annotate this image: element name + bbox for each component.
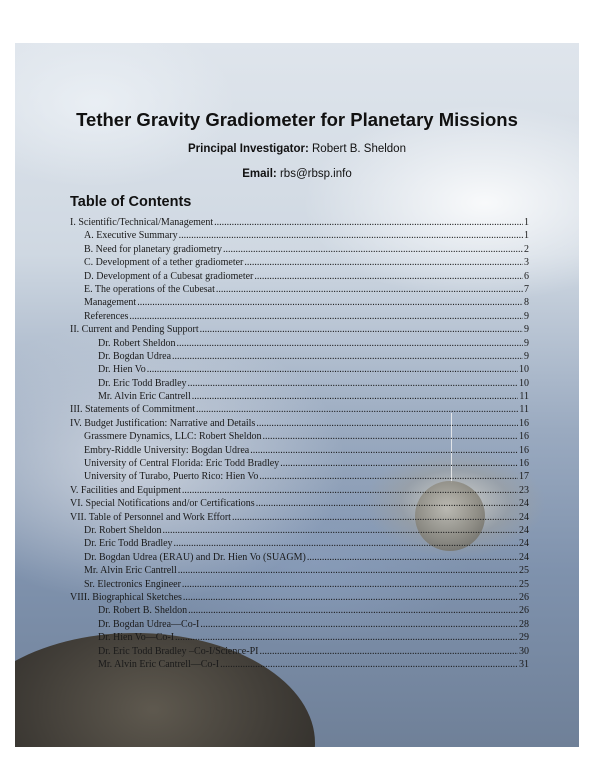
toc-entry-title: Grassmere Dynamics, LLC: Robert Sheldon <box>84 431 262 443</box>
principal-investigator-value: Robert B. Sheldon <box>312 143 406 155</box>
toc-leader-dots <box>174 537 518 550</box>
toc-leader-dots <box>259 470 518 483</box>
toc-entry[interactable] <box>70 390 529 403</box>
document-page <box>15 43 579 747</box>
toc-entry-page: 16 <box>519 458 529 470</box>
toc-entry[interactable] <box>70 484 529 497</box>
principal-investigator-line <box>15 143 579 155</box>
toc-entry-page: 23 <box>519 484 529 496</box>
toc-entry[interactable] <box>70 296 529 309</box>
toc-entry[interactable] <box>70 578 529 591</box>
toc-entry[interactable] <box>70 430 529 443</box>
toc-entry-title: Embry-Riddle University: Bogdan Udrea <box>84 444 250 456</box>
toc-entry[interactable] <box>70 457 529 470</box>
toc-entry-title: V. Facilities and Equipment <box>70 484 181 496</box>
toc-entry[interactable] <box>70 229 529 242</box>
toc-entry-title: VIII. Biographical Sketches <box>70 591 182 603</box>
toc-entry-title: Management <box>84 297 137 309</box>
toc-leader-dots <box>262 430 518 443</box>
toc-entry[interactable] <box>70 310 529 323</box>
toc-entry[interactable] <box>70 283 529 296</box>
toc-entry-title: IV. Budget Justification: Narrative and Details <box>70 417 256 429</box>
toc-entry-title: C. Development of a tether gradiometer <box>84 257 244 269</box>
toc-leader-dots <box>256 417 518 430</box>
toc-entry-page: 9 <box>524 324 529 336</box>
toc-entry[interactable] <box>70 564 529 577</box>
toc-leader-dots <box>179 229 523 242</box>
toc-entry[interactable] <box>70 604 529 617</box>
toc-entry-page: 1 <box>524 230 529 242</box>
toc-leader-dots <box>196 403 518 416</box>
toc-entry[interactable] <box>70 497 529 510</box>
toc-entry-page: 9 <box>524 337 529 349</box>
toc-entry-page: 17 <box>519 471 529 483</box>
toc-leader-dots <box>147 363 518 376</box>
toc-leader-dots <box>182 484 518 497</box>
toc-entry[interactable] <box>70 323 529 336</box>
toc-entry-title: Dr. Robert Sheldon <box>84 524 162 536</box>
principal-investigator-label: Principal Investigator: <box>188 143 309 155</box>
toc-leader-dots <box>244 256 523 269</box>
toc-entry-title: Dr. Robert Sheldon <box>98 337 176 349</box>
toc-entry-title: VII. Table of Personnel and Work Effort <box>70 511 231 523</box>
toc-entry[interactable] <box>70 591 529 604</box>
document-title: Tether Gravity Gradiometer for Planetary Missions <box>76 109 518 130</box>
toc-entry-title: Dr. Bogdan Udrea <box>98 350 172 362</box>
toc-entry-page: 30 <box>519 645 529 657</box>
toc-leader-dots <box>192 390 519 403</box>
toc-entry-page: 31 <box>519 658 529 670</box>
toc-entry[interactable] <box>70 537 529 550</box>
toc-leader-dots <box>259 645 518 658</box>
toc-entry-title: VI. Special Notifications and/or Certifications <box>70 498 255 510</box>
toc-entry[interactable] <box>70 417 529 430</box>
toc-entry-title: Mr. Alvin Eric Cantrell <box>84 565 177 577</box>
toc-entry[interactable] <box>70 511 529 524</box>
toc-entry-title: E. The operations of the Cubesat <box>84 283 215 295</box>
table-of-contents <box>70 216 529 671</box>
toc-entry-title: Dr. Bogdan Udrea—Co-I <box>98 618 200 630</box>
toc-entry-page: 24 <box>519 538 529 550</box>
toc-entry-title: Dr. Eric Todd Bradley <box>84 538 173 550</box>
toc-entry-title: Dr. Bogdan Udrea (ERAU) and Dr. Hien Vo (SUAGM) <box>84 551 306 563</box>
toc-entry[interactable] <box>70 631 529 644</box>
toc-leader-dots <box>188 377 518 390</box>
toc-leader-dots <box>188 604 518 617</box>
toc-entry-page: 25 <box>519 565 529 577</box>
toc-leader-dots <box>137 296 523 309</box>
toc-entry[interactable] <box>70 350 529 363</box>
toc-entry[interactable] <box>70 524 529 537</box>
toc-entry-page: 6 <box>524 270 529 282</box>
toc-entry-page: 11 <box>519 391 529 403</box>
toc-leader-dots <box>280 457 518 470</box>
toc-entry[interactable] <box>70 658 529 671</box>
toc-entry-page: 24 <box>519 551 529 563</box>
toc-entry-page: 16 <box>519 431 529 443</box>
toc-leader-dots <box>256 497 518 510</box>
toc-entry[interactable] <box>70 403 529 416</box>
toc-entry[interactable] <box>70 216 529 229</box>
toc-leader-dots <box>182 578 518 591</box>
toc-entry-title: II. Current and Pending Support <box>70 324 199 336</box>
toc-entry-page: 26 <box>519 605 529 617</box>
toc-entry-title: III. Statements of Commitment <box>70 404 195 416</box>
toc-entry-title: Dr. Eric Todd Bradley –Co-I/Science-PI <box>98 645 259 657</box>
email-value: rbs@rbsp.info <box>279 168 352 180</box>
toc-entry-page: 29 <box>519 632 529 644</box>
toc-entry-page: 9 <box>524 310 529 322</box>
toc-entry[interactable] <box>70 270 529 283</box>
toc-entry-title: Dr. Robert B. Sheldon <box>98 605 188 617</box>
toc-entry-page: 16 <box>519 417 529 429</box>
toc-leader-dots <box>220 658 518 671</box>
toc-heading: Table of Contents <box>70 194 192 210</box>
toc-leader-dots <box>172 350 523 363</box>
toc-leader-dots <box>232 511 518 524</box>
toc-entry[interactable] <box>70 470 529 483</box>
toc-entry-title: D. Development of a Cubesat gradiometer <box>84 270 254 282</box>
toc-entry[interactable] <box>70 337 529 350</box>
toc-entry-title: References <box>84 310 129 322</box>
toc-entry-page: 24 <box>519 511 529 523</box>
toc-entry-title: B. Need for planetary gradiometry <box>84 243 223 255</box>
toc-leader-dots <box>200 323 523 336</box>
toc-entry-page: 10 <box>519 364 529 376</box>
toc-entry-page: 7 <box>524 283 529 295</box>
toc-entry[interactable] <box>70 645 529 658</box>
toc-leader-dots <box>250 444 518 457</box>
toc-entry-page: 3 <box>524 257 529 269</box>
toc-entry-page: 16 <box>519 444 529 456</box>
toc-leader-dots <box>129 310 523 323</box>
email-line <box>15 168 579 180</box>
toc-entry-page: 24 <box>519 498 529 510</box>
toc-leader-dots <box>216 283 523 296</box>
toc-leader-dots <box>183 591 518 604</box>
toc-entry[interactable] <box>70 256 529 269</box>
toc-entry-title: I. Scientific/Technical/Management <box>70 217 214 228</box>
toc-leader-dots <box>163 524 519 537</box>
toc-entry-page: 8 <box>524 297 529 309</box>
toc-leader-dots <box>307 551 518 564</box>
toc-leader-dots <box>223 243 523 256</box>
toc-entry-page: 10 <box>519 377 529 389</box>
toc-leader-dots <box>214 216 523 229</box>
toc-entry-title: Sr. Electronics Engineer <box>84 578 181 590</box>
toc-entry-title: Mr. Alvin Eric Cantrell—Co-I <box>98 658 220 670</box>
toc-entry-page: 24 <box>519 524 529 536</box>
toc-entry[interactable] <box>70 618 529 631</box>
toc-entry-page: 25 <box>519 578 529 590</box>
toc-entry-page: 11 <box>519 404 529 416</box>
toc-entry-title: Dr. Hien Vo <box>98 364 146 376</box>
toc-entry[interactable] <box>70 243 529 256</box>
toc-leader-dots <box>175 631 518 644</box>
toc-entry-title: Mr. Alvin Eric Cantrell <box>98 391 191 403</box>
email-label: Email: <box>242 168 277 180</box>
toc-entry-page: 2 <box>524 243 529 255</box>
toc-entry-title: Dr. Hien Vo—Co-I <box>98 632 175 644</box>
toc-entry-title: University of Central Florida: Eric Todd Bradley <box>84 458 280 470</box>
toc-leader-dots <box>200 618 518 631</box>
toc-entry-page: 26 <box>519 591 529 603</box>
toc-entry[interactable] <box>70 444 529 457</box>
toc-leader-dots <box>254 270 523 283</box>
toc-entry-title: Dr. Eric Todd Bradley <box>98 377 187 389</box>
toc-entry-page: 9 <box>524 350 529 362</box>
toc-entry-title: University of Turabo, Puerto Rico: Hien Vo <box>84 471 259 483</box>
toc-entry-title: A. Executive Summary <box>84 230 178 242</box>
toc-entry[interactable] <box>70 363 529 376</box>
toc-entry[interactable] <box>70 551 529 564</box>
toc-entry-page: 28 <box>519 618 529 630</box>
toc-leader-dots <box>178 564 518 577</box>
toc-entry-page: 1 <box>524 217 529 228</box>
toc-entry[interactable] <box>70 377 529 390</box>
toc-leader-dots <box>177 337 524 350</box>
